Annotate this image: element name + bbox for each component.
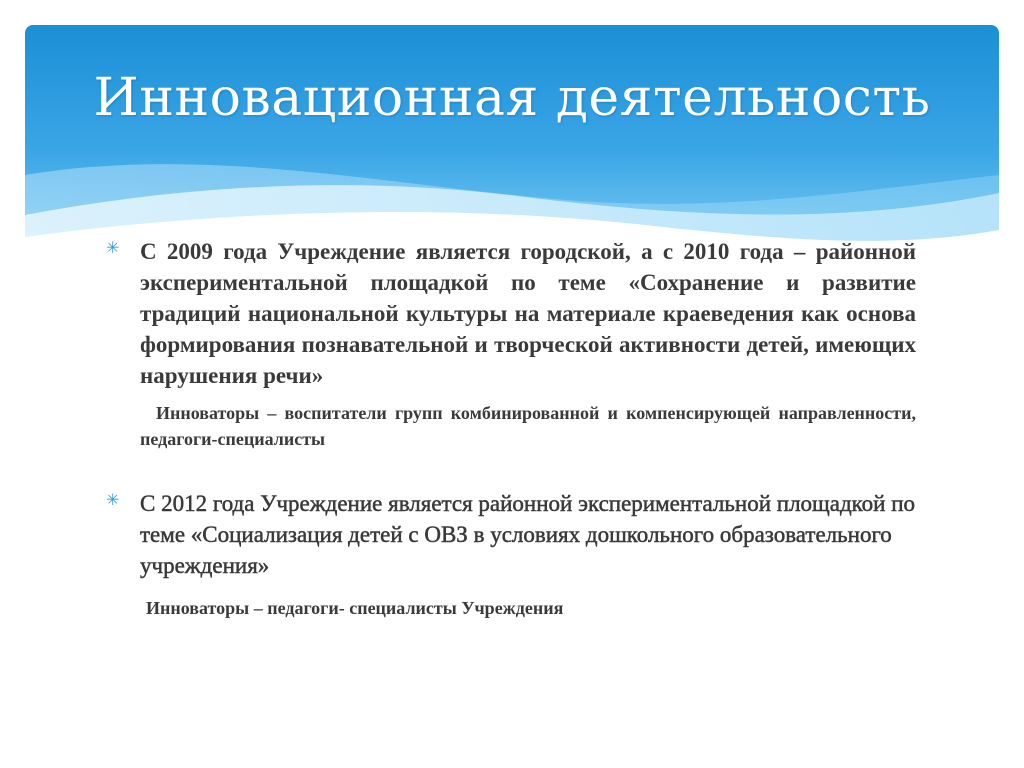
bullet-subtext: Инноваторы – педагоги- специалисты Учреждения [146, 598, 564, 618]
bullet-subtext: Инноваторы – воспитатели групп комбинированной и компенсирующей направленности, педагоги-специалисты [140, 403, 916, 449]
bullet-text: С 2009 года Учреждение является городской, а с 2010 года – районной экспериментальной площадкой по теме «Сохранение и развитие традиций национальной культуры на материале краеведения как основа формирования познавательной и творческой активности детей, имеющих нарушения речи» [140, 239, 916, 388]
header-wave-band [25, 25, 999, 255]
slide-title: Инновационная деятельность [93, 68, 931, 128]
slide-content [106, 236, 916, 621]
bullet-item [106, 488, 916, 581]
wave-background [25, 25, 999, 255]
asterisk-bullet-icon: ✳ [106, 240, 120, 257]
bullet-text: С 2012 года Учреждение является районной экспериментальной площадкой по теме «Социализация детей с ОВЗ в условиях дошкольного образовательного учреждения» [140, 491, 916, 578]
bullet-item [106, 236, 916, 391]
asterisk-bullet-icon: ✳ [106, 492, 120, 509]
